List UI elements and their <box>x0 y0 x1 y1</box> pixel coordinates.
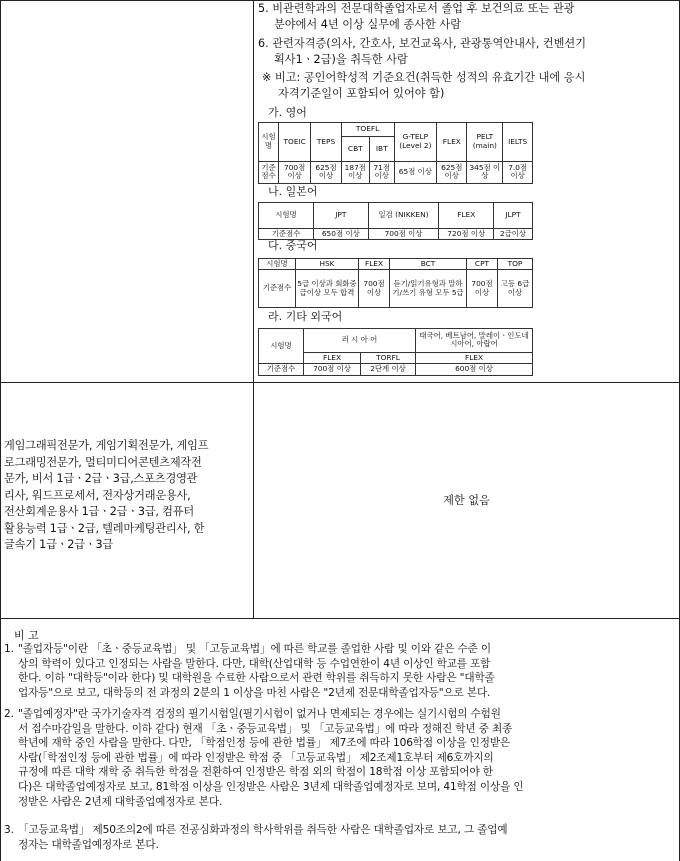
qualification-item-6: 6. 관련자격증(의사, 간호사, 보건교육사, 관광통역안내사, 컨벤션기 획사1ㆍ2급)을 취득한 사람 <box>258 37 587 66</box>
note-1: 1. "졸업자등"이란 「초ㆍ중등교육법」 및 「고등교육법」에 따른 학교를 졸업한 사람 및 이와 같은 수준 이 상의 학력이 있다고 인정되는 사람을 말한다. 다만, 대학(산업대학 등 수업연한이 4년 이상인 학교를 포함 한다. 이하 "대학등"이라 한다) 및 대학원을 수료한 사람으로서 관련 학위를 취득하지 못한 사람은 "대학졸 업자등"으로 보고, 대학등의 전 과정의 2분의 1 이상을 마친 사람은 "2년제 전문대학졸업자등"으로 본다. <box>4 643 495 699</box>
other-language-score-table: 시험명 러 시 아 어 태국어, 베트남어, 말레이ㆍ인도네시아어, 아랍어 FLEX TORFL FLEX 기준점수 700점 이상 2단계 이상 600점 이상 <box>258 328 533 376</box>
row-divider-2 <box>0 618 680 619</box>
no-restriction-text: 제한 없음 <box>443 494 490 507</box>
english-section-title: 가. 영어 <box>268 106 307 119</box>
note-2: 2. "졸업예정자"란 국가기술자격 검정의 필기시험일(필기시험이 없거나 면제되는 경우에는 실기시험의 수험원 서 접수마감일을 말한다. 이하 같다) 현재 「초ㆍ중등교육법」 및 「고등교육법」에 따라 정해진 학년 중 최종 학년에 재학 중인 사람을 말한다. 다만, 「학점인정 등에 관한 법률」 제7조에 따라 106학점 이상을 인정받은 사람(「학점인정 등에 관한 법률」에 따라 인정받은 학점 중 「고등교육법」 제2조제1호부터 제6호까지의 규정에 따른 대학 재학 중 취득한 학점을 전환하여 인정받은 학점 외의 학점이 18학점 이상 포함되어야 한 다)은 대학졸업예정자로 보고, 81학점 이상을 인정받은 사람은 3년제 대학졸업예정자로 보며, 41학점 이상을 인 정받은 사람은 2년제 대학졸업예정자로 본다. <box>4 708 524 808</box>
column-divider <box>253 0 254 618</box>
english-score-table: 시험명 TOEIC TEPS TOEFL G-TELP (Level 2) FLEX PELT (main) IELTS CBT IBT 기준점수 700점 이상 625점 이상 187점 이상 71점 이상 65점 이상 625점 이상 345점 이상 7.0점 이상 <box>258 122 533 184</box>
chinese-score-table: 시험명 HSK FLEX BCT CPT TOP 기준점수 5급 이상과 회화중급이상 모두 합격 700점 이상 듣기/읽기유형과 말하기/쓰기 유형 모두 5급 700점 이상 고등 6급 이상 <box>258 258 533 308</box>
certificate-list: 게임그래픽전문가, 게임기획전문가, 게임프 로그래밍전문가, 멀티미디어콘텐츠제작전 문가, 비서 1급ㆍ2급ㆍ3급,스포츠경영관 리사, 워드프로세서, 전자상거래운용사, 전산회계운용사 1급ㆍ2급ㆍ3급, 컴퓨터 활용능력 1급ㆍ2급, 텔레마케팅관리사, 한 글속기 1급ㆍ2급ㆍ3급 <box>4 439 209 551</box>
language-remark: ※ 비고: 공인어학성적 기준요건(취득한 성적의 유효기간 내에 응시 자격기준일이 포함되어 있어야 함) <box>262 71 586 100</box>
notes-title: 비 고 <box>14 629 39 642</box>
other-language-section-title: 라. 기타 외국어 <box>268 310 343 323</box>
japanese-score-table: 시험명 JPT 일검 (NIKKEN) FLEX JLPT 기준점수 650점 이상 700점 이상 720점 이상 2급이상 <box>258 202 533 240</box>
chinese-section-title: 다. 중국어 <box>268 239 318 252</box>
qualification-item-5: 5. 비관련학과의 전문대학졸업자로서 졸업 후 보건의료 또는 관광 분야에서 4년 이상 실무에 종사한 사람 <box>258 2 575 31</box>
row-divider-1 <box>0 382 680 383</box>
left-border <box>0 0 1 861</box>
note-3: 3. 「고등교육법」 제50조의2에 따른 전공심화과정의 학사학위를 취득한 사람은 대학졸업자로 보고, 그 졸업예 정자는 대학졸업예정자로 본다. <box>4 824 508 851</box>
japanese-section-title: 나. 일본어 <box>268 185 318 198</box>
